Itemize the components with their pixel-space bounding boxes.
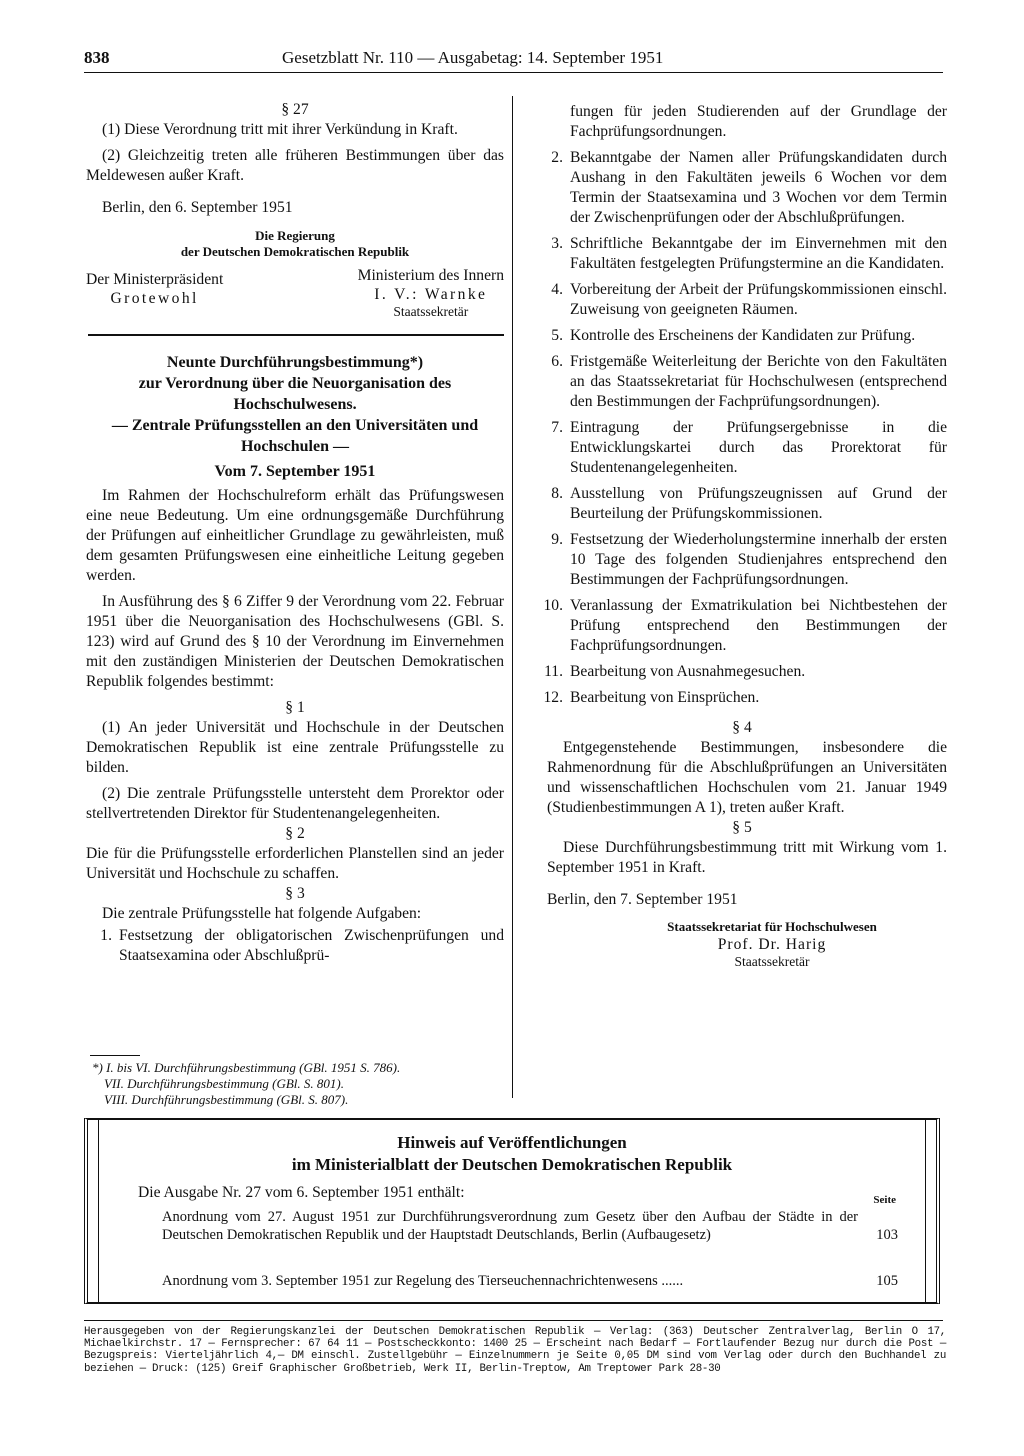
task-item	[537, 662, 947, 682]
task-item-1-continued-text: fungen für jeden Studierenden auf der Grundlage der Fachprüfungsordnungen.	[570, 103, 947, 140]
place-date-2: Berlin, den 7. September 1951	[547, 891, 738, 908]
page-number: 838	[84, 48, 110, 67]
task-item	[537, 688, 947, 708]
gazette-header: Gesetzblatt Nr. 110 — Ausgabetag: 14. September 1951	[282, 48, 664, 67]
signature-left-title: Der Ministerpräsident	[86, 271, 224, 288]
task-item-text: Ausstellung von Prüfungszeugnissen auf Grund der Beurteilung der Prüfungskommissionen.	[570, 485, 947, 522]
task-item-text: Bekanntgabe der Namen aller Prüfungskandidaten durch Aushang in den Fakultäten jeweils 6 Wochen vor dem Termin der Staatsexamina und 3 Wochen vor dem Termin der Zwischenprüfungen oder der Abschlußprüfungen.	[570, 149, 947, 226]
task-item-number: 11.	[544, 663, 563, 680]
notice-entry-1-text: Anordnung vom 27. August 1951 zur Durchführungsverordnung zum Gesetz über den Aufbau der Städte in der Deutschen Demokratischen Republik und der Hauptstadt Deutschlands, Berlin (Aufbaugesetz)	[162, 1209, 858, 1243]
intro-paragraph-2: In Ausführung des § 6 Ziffer 9 der Verordnung vom 22. Februar 1951 über die Neuorganisation des Hochschulwesens (GBl. S. 123) wird auf Grund des § 10 der Verordnung im Einvernehmen mit den zuständigen Ministerien der Deutschen Demokratischen Republik folgendes bestimmt:	[86, 593, 504, 690]
task-item-number: 3.	[551, 235, 563, 252]
section-4-paragraph: Entgegenstehende Bestimmungen, insbesondere die Rahmenordnung für die Abschlußprüfungen an Universitäten und wissenschaftlichen Hochschulen vom 21. Januar 1949 (Studienbestimmungen A 1), treten außer Kraft.	[547, 739, 947, 816]
task-item	[537, 148, 947, 228]
task-item-number: 10.	[543, 597, 563, 614]
task-list	[537, 148, 947, 708]
section-2-paragraph: Die für die Prüfungsstelle erforderlichen Planstellen sind an jeder Universität und Hochschule zu schaffen.	[86, 845, 504, 882]
notice-entry-1	[162, 1208, 898, 1244]
task-item-text: Bearbeitung von Einsprüchen.	[570, 689, 760, 706]
task-item-number: 7.	[551, 419, 563, 436]
notice-issue: Die Ausgabe Nr. 27 vom 6. September 1951 enthält:	[138, 1184, 465, 1201]
task-item	[537, 326, 947, 346]
task-item	[537, 234, 947, 274]
footnote-rule	[90, 1055, 140, 1056]
section-5-heading: § 5	[732, 819, 752, 836]
notice-entry-2-text: Anordnung vom 3. September 1951 zur Regelung des Tierseuchennachrichtenwesens ......	[162, 1273, 684, 1289]
task-item	[537, 596, 947, 656]
task-item-text: Festsetzung der Wiederholungstermine innerhalb der ersten 10 Tage des folgenden Studienjahres entsprechend den Bestimmungen der Fachprüfungsordnungen.	[570, 531, 947, 588]
signature-left-name: Grotewohl	[110, 290, 199, 307]
section-3-heading: § 3	[285, 885, 305, 902]
footnote-line-3: VIII. Durchführungsbestimmung (GBl. S. 807).	[104, 1092, 349, 1107]
task-item-number: 2.	[551, 149, 563, 166]
footnote-line-2: VII. Durchführungsbestimmung (GBl. S. 801).	[104, 1076, 344, 1091]
section-27-paragraph-1: (1) Diese Verordnung tritt mit ihrer Verkündung in Kraft.	[102, 121, 458, 138]
header-rule	[84, 72, 943, 73]
task-item-text: Kontrolle des Erscheinens der Kandidaten zur Prüfung.	[570, 327, 916, 344]
section-5-paragraph: Diese Durchführungsbestimmung tritt mit Wirkung vom 1. September 1951 in Kraft.	[547, 839, 947, 876]
task-item-number: 6.	[551, 353, 563, 370]
signature-right	[358, 266, 504, 320]
signature-role: Staatssekretär	[734, 954, 810, 969]
notice-title-1: Hinweis auf Veröffentlichungen	[397, 1133, 627, 1152]
notice-box	[84, 1118, 940, 1304]
task-item-text: Vorbereitung der Arbeit der Prüfungskommissionen einschl. Zuweisung von geeigneten Räumen.	[570, 281, 947, 318]
section-rule	[88, 334, 504, 336]
government-line-2: der Deutschen Demokratischen Republik	[180, 244, 410, 259]
notice-title-2: im Ministerialblatt der Deutschen Demokratischen Republik	[291, 1155, 733, 1174]
signature-block-1	[86, 266, 504, 320]
section-4-heading: § 4	[732, 719, 752, 736]
place-date-1: Berlin, den 6. September 1951	[102, 199, 293, 216]
task-item-text: Bearbeitung von Ausnahmegesuchen.	[570, 663, 806, 680]
task-item	[537, 484, 947, 524]
section-1-paragraph-2: (2) Die zentrale Prüfungsstelle untersteht dem Prorektor oder stellvertretenden Direktor für Studentenangelegenheiten.	[86, 785, 504, 822]
government-line-1: Die Regierung	[255, 228, 335, 243]
section-1-paragraph-1: (1) An jeder Universität und Hochschule in der Deutschen Demokratischen Republik ist eine zentrale Prüfungsstelle zu bilden.	[86, 719, 504, 776]
task-item-1	[86, 926, 504, 966]
section-27-heading: § 27	[281, 101, 309, 118]
regulation-title-line-2: zur Verordnung über die Neuorganisation des Hochschulwesens.	[138, 375, 452, 413]
task-item-text: Schriftliche Bekanntgabe der im Einvernehmen mit den Fakultäten festgelegten Prüfungstermine an die Kandidaten.	[570, 235, 947, 272]
task-item-number: 9.	[551, 531, 563, 548]
task-item	[537, 280, 947, 320]
footnote-line-1: *) I. bis VI. Durchführungsbestimmung (GBl. 1951 S. 786).	[92, 1060, 401, 1075]
task-item	[537, 530, 947, 590]
task-item-1-text: Festsetzung der obligatorischen Zwischenprüfungen und Staatsexamina oder Abschlußprü-	[119, 927, 504, 964]
task-item-number: 4.	[551, 281, 563, 298]
signature-right-role: Staatssekretär	[393, 304, 469, 319]
notice-entry-2-page: 105	[876, 1273, 898, 1289]
section-3-intro: Die zentrale Prüfungsstelle hat folgende Aufgaben:	[102, 905, 422, 922]
notice-entry-1-page: 103	[876, 1227, 898, 1243]
signature-right-name: I. V.: Warnke	[374, 286, 488, 303]
section-27-paragraph-2: (2) Gleichzeitig treten alle früheren Bestimmungen über das Meldewesen außer Kraft.	[86, 147, 504, 184]
left-column	[86, 100, 504, 966]
imprint: Herausgegeben von der Regierungskanzlei der Deutschen Demokratischen Republik — Verlag: (363) Deutscher Zentralverlag, Berlin O 17, Michaelkirchstr. 17 — Fernsprecher: 67 64 11 — Postscheckkonto: 1400 25 — Erscheint nach Bedarf — Fortlaufender Bezug nur durch die Post — Bezugspreis: Vierteljährlich 4,— DM einschl. Zustellgebühr — Einzelnummern je Seite 0,05 DM sind vom Verlag oder durch den Buchhandel zu beziehen — Druck: (125) Greif Graphischer Großbetrieb, Werk II, Berlin-Treptow, Am Treptower Park 28-30	[84, 1326, 946, 1375]
right-column	[537, 102, 947, 970]
task-item-text: Eintragung der Prüfungsergebnisse in die Entwicklungskartei durch das Prorektorat für Studentenangelegenheiten.	[570, 419, 947, 476]
section-2-heading: § 2	[285, 825, 305, 842]
regulation-title-line-3: — Zentrale Prüfungsstellen an den Universitäten und Hochschulen —	[111, 417, 479, 455]
footnote	[92, 1060, 504, 1108]
signature-name: Prof. Dr. Harig	[717, 936, 827, 953]
task-item-number: 8.	[551, 485, 563, 502]
regulation-title	[86, 352, 504, 482]
notice-entry-2	[162, 1272, 898, 1290]
signature-right-title: Ministerium des Innern	[357, 267, 504, 284]
task-item-number: 12.	[543, 689, 563, 706]
task-item-number: 5.	[551, 327, 563, 344]
task-item-text: Fristgemäße Weiterleitung der Berichte von den Fakultäten an das Staatssekretariat für Hochschulwesen (entsprechend den Bestimmungen der Fachprüfungsordnungen).	[570, 353, 947, 410]
regulation-date: Vom 7. September 1951	[214, 463, 376, 480]
task-item-1-continued	[537, 102, 947, 142]
regulation-title-line-1: Neunte Durchführungsbestimmung*)	[166, 354, 424, 371]
task-item-1-number: 1.	[100, 927, 112, 944]
task-item-text: Veranlassung der Exmatrikulation bei Nichtbestehen der Prüfung entsprechend den Bestimmungen der Fachprüfungsordnungen.	[570, 597, 947, 654]
task-item	[537, 352, 947, 412]
task-item	[537, 418, 947, 478]
signature-block-2	[597, 918, 947, 970]
section-1-heading: § 1	[285, 699, 305, 716]
notice-seite-label: Seite	[873, 1194, 896, 1206]
intro-paragraph-1: Im Rahmen der Hochschulreform erhält das Prüfungswesen eine neue Bedeutung. Um eine ordnungsgemäße Durchführung der Prüfungen auf einheitlicher Grundlage zu gewährleisten, muß dem gesamten Prüfungswesen eine einheitliche Leitung gegeben werden.	[86, 487, 504, 584]
signature-left	[86, 266, 223, 320]
column-divider	[512, 96, 513, 1098]
signature-org: Staatssekretariat für Hochschulwesen	[667, 919, 877, 934]
imprint-rule	[84, 1320, 943, 1321]
